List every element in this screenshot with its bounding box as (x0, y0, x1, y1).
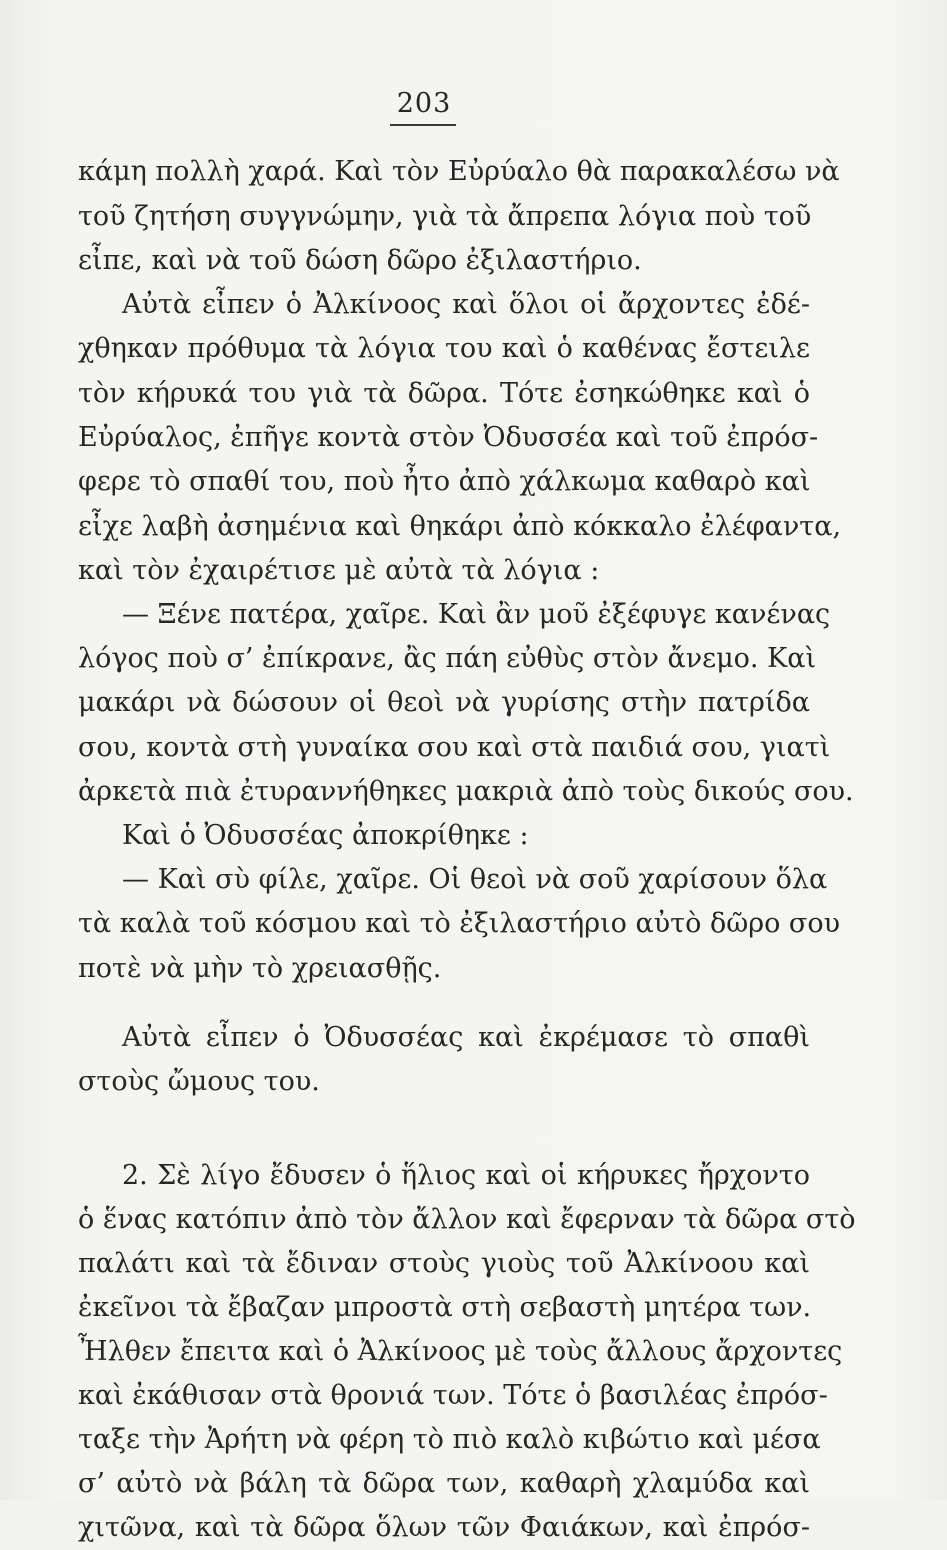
text-line: ἀρκετὰ πιὰ ἐτυραννήθηκες μακριὰ ἀπὸ τοὺς δικούς σου. (78, 776, 854, 807)
page-number: 203 (396, 88, 452, 119)
text-line: Αὐτὰ εἶπεν ὁ Ἀλκίνοος καὶ ὅλοι οἱ ἄρχοντες ἐδέ- (122, 289, 810, 320)
text-line: ποτὲ νὰ μὴν τὸ χρειασθῇς. (78, 953, 442, 984)
text-line: — Καὶ σὺ φίλε, χαῖρε. Οἱ θεοὶ νὰ σοῦ χαρίσουν ὅλα (122, 864, 828, 895)
text-line: κάμη πολλὴ χαρά. Καὶ τὸν Εὐρύαλο θὰ παρακαλέσω νὰ (78, 156, 840, 187)
text-line: χθηκαν πρόθυμα τὰ λόγια του καὶ ὁ καθένας ἔστειλε (78, 333, 810, 364)
text-line: ταξε τὴν Ἀρήτη νὰ φέρη τὸ πιὸ καλὸ κιβώτιο καὶ μέσα (78, 1424, 821, 1455)
text-line: μακάρι νὰ δώσουν οἱ θεοὶ νὰ γυρίσης στὴν πατρίδα (78, 687, 810, 718)
text-line: στοὺς ὤμους του. (78, 1066, 320, 1097)
text-line: Καὶ ὁ Ὀδυσσέας ἀποκρίθηκε : (122, 820, 529, 851)
text-line: Εὐρύαλος, ἐπῆγε κοντὰ στὸν Ὀδυσσέα καὶ τοῦ ἐπρόσ- (78, 422, 819, 453)
text-line: παλάτι καὶ τὰ ἔδιναν στοὺς γιοὺς τοῦ Ἀλκίνοου καὶ (78, 1248, 810, 1279)
text-line: τοῦ ζητήση συγγνώμην, γιὰ τὰ ἄπρεπα λόγια ποὺ τοῦ (78, 201, 812, 232)
text-line: 2. Σὲ λίγο ἔδυσεν ὁ ἥλιος καὶ οἱ κήρυκες ἤρχοντο (122, 1160, 810, 1191)
text-line: τὸν κήρυκά του γιὰ τὰ δῶρα. Τότε ἐσηκώθηκε καὶ ὁ (78, 378, 810, 409)
text-line: — Ξένε πατέρα, χαῖρε. Καὶ ἂν μοῦ ἐξέφυγε κανένας (122, 599, 831, 630)
page-number-underline (390, 124, 456, 126)
text-line: λόγος ποὺ σ’ ἐπίκρανε, ἂς πάη εὐθὺς στὸν ἄνεμο. Καὶ (78, 643, 817, 674)
text-line: Ἦλθεν ἔπειτα καὶ ὁ Ἀλκίνοος μὲ τοὺς ἄλλους ἄρχοντες (78, 1336, 843, 1367)
text-line: εἶχε λαβὴ ἀσημένια καὶ θηκάρι ἀπὸ κόκκαλο ἐλέφαντα, (78, 511, 842, 542)
text-line: χιτῶνα, καὶ τὰ δῶρα ὅλων τῶν Φαιάκων, καὶ ἐπρόσ- (78, 1512, 810, 1543)
text-line: τὰ καλὰ τοῦ κόσμου καὶ τὸ ἐξιλαστήριο αὐτὸ δῶρο σου (78, 908, 841, 939)
text-line: καὶ τὸν ἐχαιρέτισε μὲ αὐτὰ τὰ λόγια : (78, 555, 600, 586)
text-line: ὁ ἕνας κατόπιν ἀπὸ τὸν ἄλλον καὶ ἔφερναν τὰ δῶρα στὸ (78, 1204, 856, 1235)
text-line: σ’ αὐτὸ νὰ βάλη τὰ δῶρα των, καθαρὴ χλαμύδα καὶ (78, 1468, 810, 1499)
text-line: Αὐτὰ εἶπεν ὁ Ὀδυσσέας καὶ ἐκρέμασε τὸ σπαθὶ (122, 1022, 810, 1053)
text-line: φερε τὸ σπαθί του, ποὺ ἦτο ἀπὸ χάλκωμα καθαρὸ καὶ (78, 466, 811, 497)
text-line: ἐκεῖνοι τὰ ἔβαζαν μπροστὰ στὴ σεβαστὴ μητέρα των. (78, 1292, 812, 1323)
text-line: σου, κοντὰ στὴ γυναίκα σου καὶ στὰ παιδιά σου, γιατὶ (78, 732, 831, 763)
text-line: καὶ ἐκάθισαν στὰ θρονιά των. Τότε ὁ βασιλέας ἐπρόσ- (78, 1380, 828, 1411)
text-line: εἶπε, καὶ νὰ τοῦ δώση δῶρο ἐξιλαστήριο. (78, 245, 642, 276)
